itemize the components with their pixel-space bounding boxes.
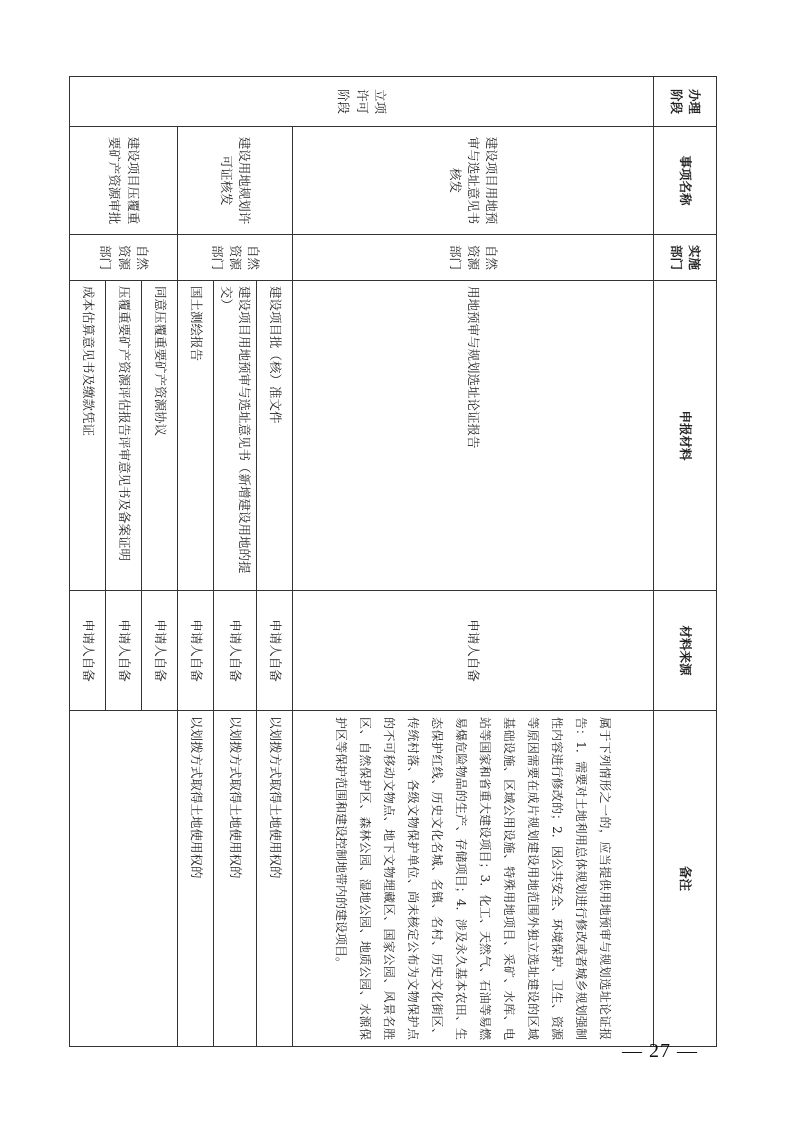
dept-cell: 自然资源部门 <box>178 235 293 281</box>
note-cell: 以划拨方式取得土地使用权的 <box>257 711 293 1047</box>
source-cell: 申请人自备 <box>293 591 654 711</box>
header-stage: 办理阶段 <box>654 77 717 127</box>
page-number: — 27 — <box>622 1040 698 1062</box>
header-item: 事项名称 <box>654 127 717 235</box>
rotated-table-sheet <box>69 76 717 1046</box>
note-cell: 属于下列情形之一的，应当提供用地预审与规划选址论证报告：1．需要对土地利用总体规划进行修改或者城乡规划强制性内容进行修改的；2．因公共安全、环境保护、卫生、资源等原因需要在成片规划建设用地范围外独立选址建设的区域基础设施、区域公用设施、特殊用地项目、采矿、水库、电站等国家和省重大建设项目；3．化工、天然气、石油等易燃易爆危险物品的生产、存储项目；4．涉及永久基本农田、生态保护红线、历史文化名城、名镇、名村、历史文化街区、传统村落、各级文物保护单位、尚未核定公布为文物保护点的不可移动文物点、地下文物埋藏区、国家公园、风景名胜区、自然保护区、森林公园、湿地公园、地质公园、水源保护区等保护范围和建设控制地带内的建设项目。 <box>293 711 654 1047</box>
item-cell: 建设项目用地预审与选址意见书核发 <box>293 127 654 235</box>
source-cell: 申请人自备 <box>70 591 106 711</box>
material-cell: 成本估算意见书及缴款凭证 <box>70 281 106 591</box>
source-cell: 申请人自备 <box>178 591 214 711</box>
material-cell: 压覆重要矿产资源评估报告评审意见书及备案证明 <box>106 281 142 591</box>
item-cell: 建设用地规划许可证核发 <box>178 127 293 235</box>
source-cell: 申请人自备 <box>214 591 257 711</box>
table-header-row <box>654 77 717 1047</box>
source-cell: 申请人自备 <box>106 591 142 711</box>
table-row <box>142 77 178 1047</box>
note-cell: 以划拨方式取得土地使用权的 <box>178 711 214 1047</box>
source-cell: 申请人自备 <box>142 591 178 711</box>
table-row <box>293 77 654 1047</box>
dept-cell: 自然资源部门 <box>293 235 654 281</box>
header-notes: 备注 <box>654 711 717 1047</box>
dept-cell: 自然资源部门 <box>70 235 178 281</box>
header-source: 材料来源 <box>654 591 717 711</box>
material-cell: 国土测绘报告 <box>178 281 214 591</box>
source-cell: 申请人自备 <box>257 591 293 711</box>
stage-cell: 立项许可阶段 <box>70 77 654 127</box>
table-row <box>257 77 293 1047</box>
material-cell: 建设项目用地预审与选址意见书（新增建设用地的提交） <box>214 281 257 591</box>
material-cell: 建设项目批（核）准文件 <box>257 281 293 591</box>
item-cell: 建设项目压覆重要矿产资源审批 <box>70 127 178 235</box>
application-materials-table <box>69 76 717 1047</box>
header-materials: 申报材料 <box>654 281 717 591</box>
note-cell: 以划拨方式取得土地使用权的 <box>214 711 257 1047</box>
material-cell: 同意压覆重要矿产资源协议 <box>142 281 178 591</box>
material-cell: 用地预审与规划选址论证报告 <box>293 281 654 591</box>
header-dept: 实施部门 <box>654 235 717 281</box>
note-cell <box>70 711 178 1047</box>
